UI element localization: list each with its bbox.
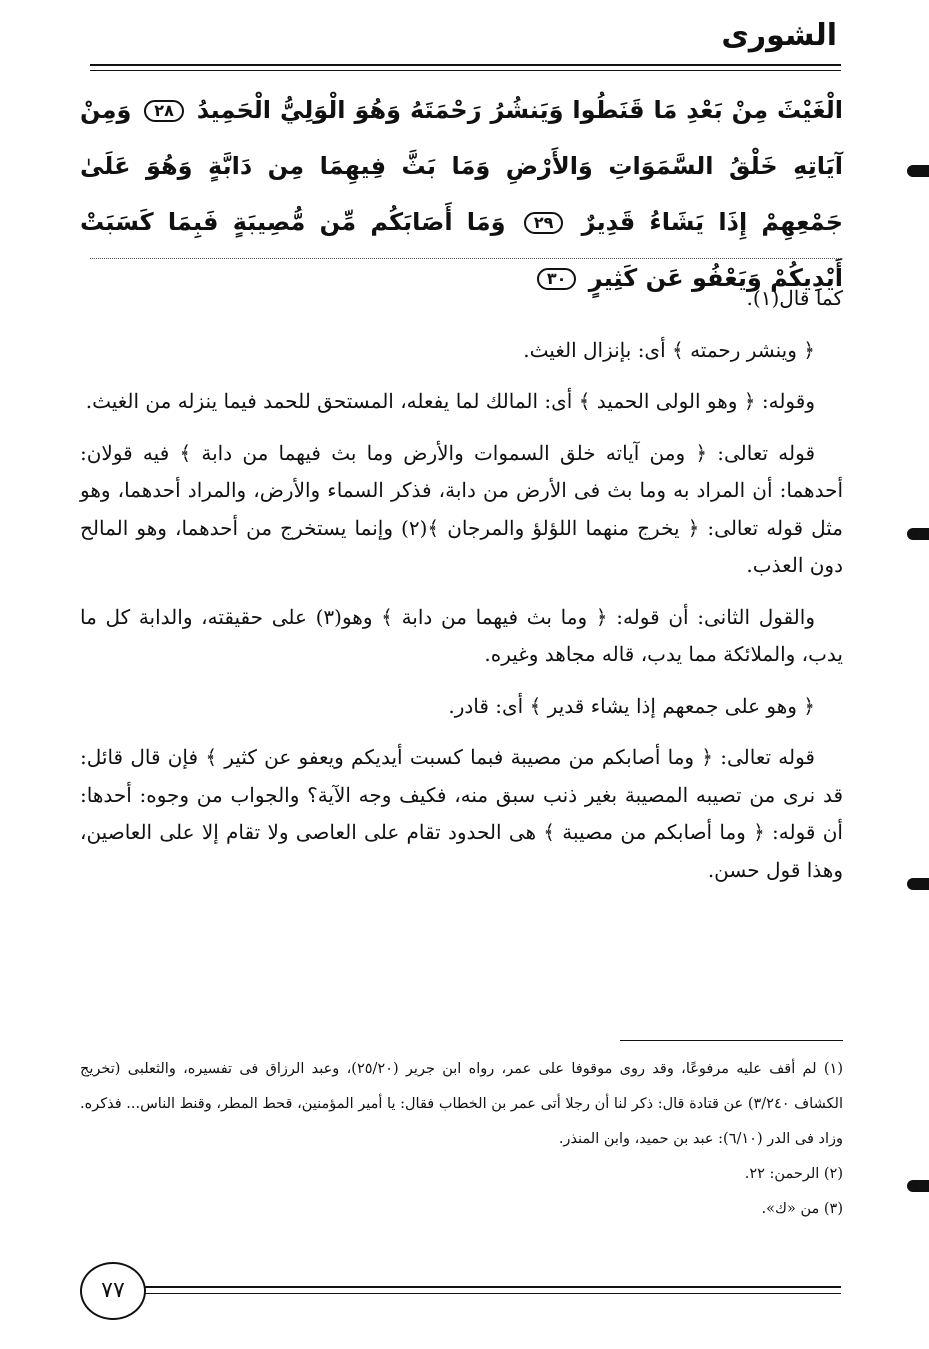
margin-tab-mark — [907, 1180, 929, 1192]
commentary-body — [80, 280, 843, 903]
footnote-2: (٢) الرحمن: ٢٢. — [744, 1166, 843, 1182]
ayah-marker-30: ٣٠ — [537, 268, 577, 290]
paragraph-3: وقوله: ﴿ وهو الولى الحميد ﴾ أى: المالك لما يفعله، المستحق للحمد فيما ينزله من الغيث. — [85, 389, 815, 413]
footnote-rule — [620, 1040, 843, 1041]
paragraph-6: ﴿ وهو على جمعهم إذا يشاء قدير ﴾ أى: قادر. — [448, 693, 815, 718]
paragraph-4: قوله تعالى: ﴿ ومن آياته خلق السموات والأرض وما بث فيهما من دابة ﴾ فيه قولان: أحدهما: أن المراد به وما بث فى الأرض من دابة، فذكر السماء والأرض، والمراد أحدهما، وهو مثل قوله تعالى: ﴿ يخرج منهما اللؤلؤ والمرجان ﴾(٢) وإنما يستخرج من أحدهما، وهو المالح دون العذب. — [80, 440, 843, 577]
verse-text-2: وَمِنْ آيَاتِهِ خَلْقُ السَّمَوَاتِ وَالأَرْضِ وَمَا بَثَّ فِيهِمَا مِن دَابَّةٍ وَهُوَ عَلَىٰ جَمْعِهِمْ إِذَا يَشَاءُ قَدِيرٌ — [80, 96, 844, 236]
margin-tab-mark — [907, 165, 929, 177]
paragraph-1: كما قال(١). — [746, 286, 843, 310]
footer-rule-thin — [140, 1293, 841, 1294]
ayah-marker-28: ٢٨ — [144, 100, 184, 122]
verse-text-1: الْغَيْثَ مِنْ بَعْدِ مَا قَنَطُوا وَيَنشُرُ رَحْمَتَهُ وَهُوَ الْوَلِيُّ الْحَمِيدُ — [196, 96, 844, 124]
paragraph-5: والقول الثانى: أن قوله: ﴿ وما بث فيهما من دابة ﴾ وهو(٣) على حقيقته، والدابة كل ما يدب، والملائكة مما يدب، قاله مجاهد وغيره. — [80, 604, 843, 666]
paragraph-7: قوله تعالى: ﴿ وما أصابكم من مصيبة فبما كسبت أيديكم ويعفو عن كثير ﴾ فإن قال قائل: قد نرى من تصيبه المصيبة بغير ذنب سبق منه، فكيف وجه الآية؟ والجواب من وجوه: أحدها: أن قوله: ﴿ وما أصابكم من مصيبة ﴾ هى الحدود تقام على العاصى ولا تقام إلا على العاصين، وهذا قول حسن. — [80, 745, 844, 882]
ayah-marker-29: ٢٩ — [524, 212, 564, 234]
margin-tab-mark — [907, 528, 929, 540]
header-rule — [90, 64, 841, 66]
footnotes — [80, 1052, 843, 1227]
margin-tab-mark — [907, 878, 929, 890]
paragraph-2: ﴿ وينشر رحمته ﴾ أى: بإنزال الغيث. — [523, 337, 815, 362]
running-head: الشورى — [721, 18, 837, 53]
verse-divider — [90, 258, 841, 259]
footnote-1: (١) لم أقف عليه مرفوعًا، وقد روى موقوفا على عمر، رواه ابن جرير (٢٥/٢٠)، وعبد الرزاق فى تفسيره، والثعلبى (تخريج الكشاف ٣/٢٤٠) عن قتادة قال: ذكر لنا أن رجلا أتى عمر بن الخطاب فقال: يا أمير المؤمنين، قحط المطر، وقنط الناس... فذكره. وزاد فى الدر (٦/١٠): عبد بن حميد، وابن المنذر. — [80, 1061, 843, 1147]
quran-verses — [80, 82, 843, 306]
footnote-3: (٣) من «ك». — [761, 1201, 843, 1217]
header-rule-thin — [90, 70, 841, 71]
footer-rule — [140, 1286, 841, 1288]
page-number: ٧٧ — [80, 1262, 146, 1320]
verse-text-3: وَمَا أَصَابَكُم مِّن مُّصِيبَةٍ فَبِمَا كَسَبَتْ أَيْدِيكُمْ وَيَعْفُو عَن كَثِيرٍ — [80, 208, 843, 292]
